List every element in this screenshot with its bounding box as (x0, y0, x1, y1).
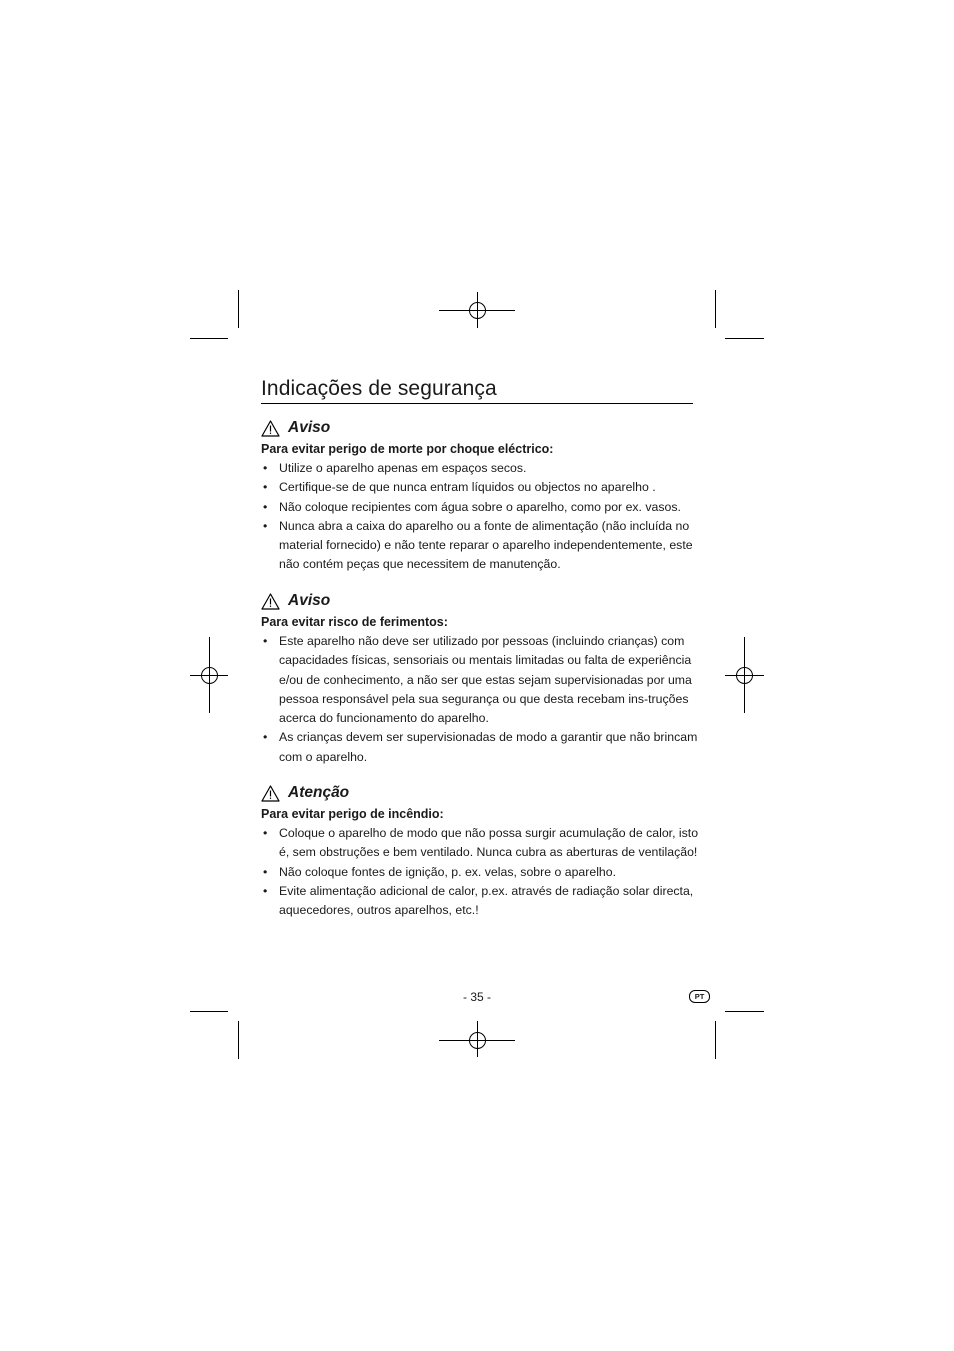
warning-triangle-icon (261, 593, 280, 610)
list-item: • Evite alimentação adicional de calor, p.ex. através de radiação solar directa, aquecedores, outros aparelhos, etc.! (261, 882, 701, 921)
list-item: • Nunca abra a caixa do aparelho ou a fonte de alimentação (não incluída no material fornecido) e não tente reparar o aparelho independentemente, este não contém peças que necessitem de manutenção. (261, 517, 701, 575)
list-item: • Não coloque recipientes com água sobre o aparelho, como por ex. vasos. (261, 498, 701, 517)
list-item: • Certifique-se de que nunca entram líquidos ou objectos no aparelho . (261, 478, 701, 497)
warning-triangle-icon (261, 785, 280, 802)
page-number: - 35 - (462, 990, 491, 1004)
list-item: • Não coloque fontes de ignição, p. ex. velas, sobre o aparelho. (261, 863, 701, 882)
list-item: • Coloque o aparelho de modo que não possa surgir acumulação de calor, isto é, sem obstruções e bem ventilado. Nunca cubra as aberturas de ventilação! (261, 824, 701, 863)
list-item: • As crianças devem ser supervisionadas de modo a garantir que não brincam com o aparelho. (261, 728, 701, 767)
language-badge: PT (689, 990, 710, 1003)
safety-section-electric (261, 417, 701, 575)
safety-section-fire (261, 782, 701, 920)
warning-triangle-icon (261, 420, 280, 437)
section-heading: Aviso (288, 592, 331, 609)
section-heading: Atenção (288, 784, 350, 801)
safety-section-injury (261, 590, 701, 767)
page-title: Indicações de segurança (261, 377, 497, 400)
section-heading: Aviso (288, 419, 331, 436)
section-subheading: Para evitar risco de ferimentos: (261, 615, 448, 629)
title-divider (261, 403, 693, 404)
list-item: • Este aparelho não deve ser utilizado por pessoas (incluindo crianças) com capacidades físicas, sensoriais ou mentais limitadas ou falta de experiência e/ou de conhecimento, a não ser que estas sejam supervisionadas por uma pessoa responsável pela sua segurança ou que desta recebam ins-truções acerca do funcionamento do aparelho. (261, 632, 701, 728)
bullet-list (261, 632, 701, 767)
list-item: • Utilize o aparelho apenas em espaços secos. (261, 459, 701, 478)
bullet-list (261, 459, 701, 575)
section-subheading: Para evitar perigo de morte por choque eléctrico: (261, 442, 554, 456)
bullet-list (261, 824, 701, 920)
section-subheading: Para evitar perigo de incêndio: (261, 807, 444, 821)
